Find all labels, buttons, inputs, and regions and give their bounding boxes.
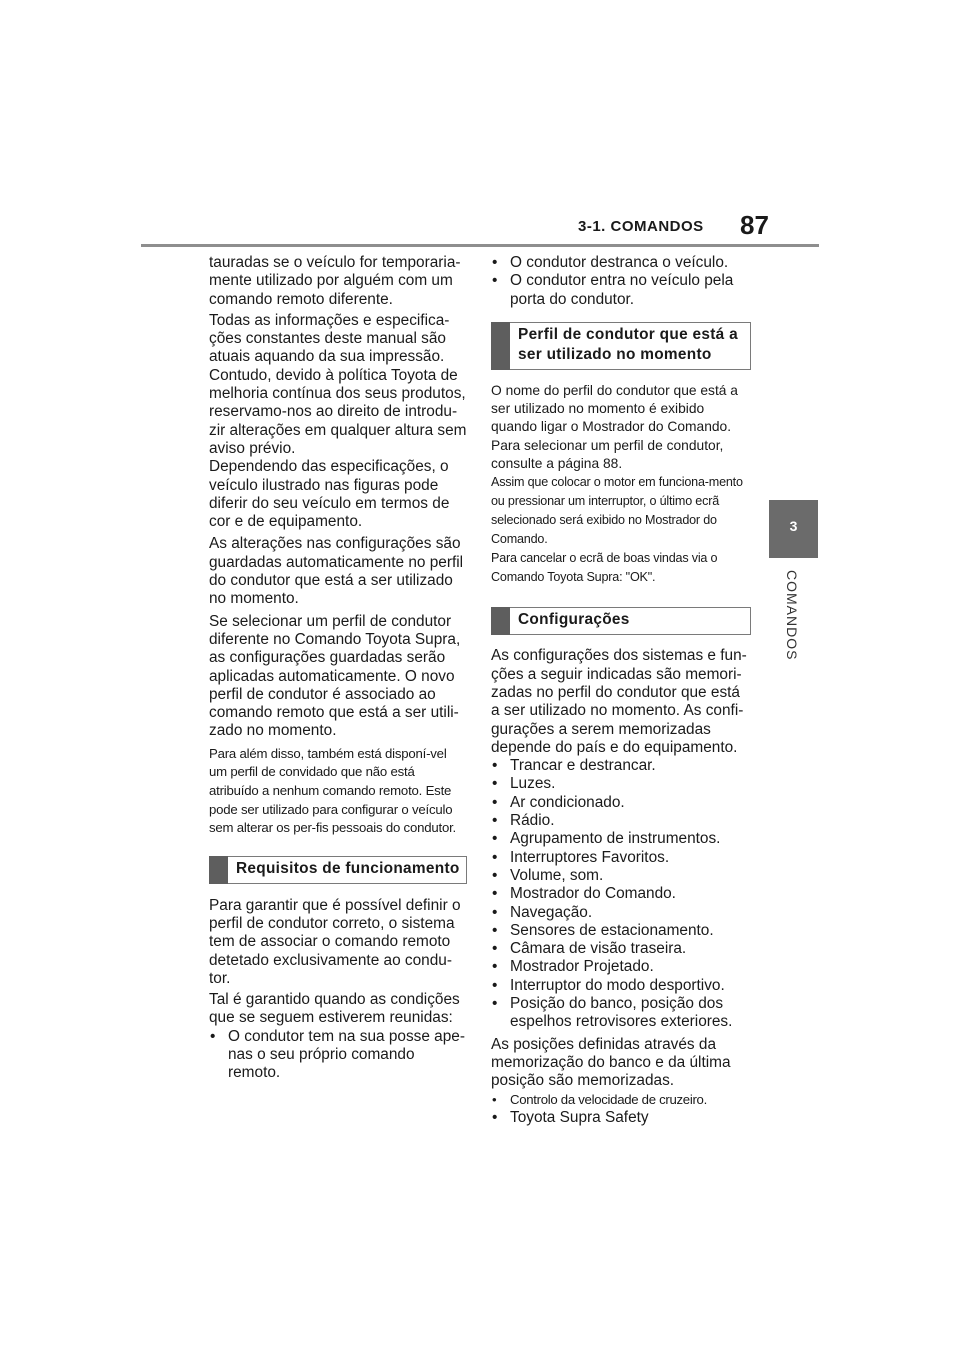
- list-item: • O condutor tem na sua posse ape-nas o seu próprio comando remoto.: [209, 1028, 467, 1083]
- list-item: • Controlo da velocidade de cruzeiro.: [491, 1091, 751, 1109]
- right-column: [491, 254, 751, 1130]
- settings-list: [491, 757, 751, 1031]
- section-label: 3-1. COMANDOS: [578, 218, 704, 235]
- paragraph: As alterações nas configurações são guardadas automaticamente no perfil do condutor que está a ser utilizado no momento.: [209, 535, 464, 608]
- chapter-tab[interactable]: 3: [769, 500, 818, 558]
- list-item: • Ar condicionado.: [491, 794, 751, 812]
- page-number: 87: [740, 210, 769, 240]
- paragraph: Tal é garantido quando as condições que se seguem estiverem reunidas:: [209, 991, 460, 1027]
- list-item: • O condutor entra no veículo pela porta do condutor.: [491, 272, 751, 309]
- paragraph: Para garantir que é possível definir o perfil de condutor correto, o sistema tem de associar o comando remoto detetado exclusivamente ao condu-tor.: [209, 896, 461, 987]
- heading-title: Requisitos de funcionamento: [236, 859, 460, 877]
- left-column: [209, 254, 467, 1086]
- paragraph: Para além disso, também está disponí-vel um perfil de convidado que não está atribuído a nenhum comando remoto. Este pode ser utilizado para configurar o veículo sem alterar os per-fis pessoais do condutor.: [209, 745, 457, 836]
- paragraph: Todas as informações e especifica-ções constantes deste manual são atuais aquando da sua impressão. Contudo, devido à política Toyota de melhoria contínua dos seus produtos, reservamo-nos ao direito de introdu-zir alterações em qualquer altura sem aviso prévio.: [209, 311, 467, 457]
- heading-bar: [209, 856, 228, 884]
- requirements-list: [209, 1028, 467, 1083]
- chapter-tab-label: COMANDOS: [784, 570, 800, 661]
- list-item: • Sensores de estacionamento.: [491, 922, 751, 940]
- paragraph: Para cancelar o ecrã de boas vindas via o Comando Toyota Supra: "OK".: [491, 551, 718, 585]
- list-item: • Interruptor do modo desportivo.: [491, 977, 751, 995]
- list-item: • Mostrador Projetado.: [491, 958, 751, 976]
- list-item: • Toyota Supra Safety: [491, 1109, 751, 1127]
- paragraph: As configurações dos sistemas e fun-ções a seguir indicadas são memori-zadas no perfil do condutor que está a ser utilizado no momento. As confi-gurações a serem memorizadas depende do país e do equipamento.: [491, 647, 747, 756]
- list-item: • Navegação.: [491, 904, 751, 922]
- paragraph: tauradas se o veículo for temporaria-mente utilizado por alguém com um comando remoto diferente.: [209, 254, 461, 308]
- heading-bar: [491, 607, 510, 635]
- paragraph: Se selecionar um perfil de condutor diferente no Comando Toyota Supra, as configurações guardadas serão aplicadas automaticamente. O novo perfil de condutor é associado ao comando remoto que está a ser utili-zado no momento.: [209, 612, 461, 740]
- list-item: • Rádio.: [491, 812, 751, 830]
- list-item: • Interruptores Favoritos.: [491, 849, 751, 867]
- paragraph: O nome do perfil do condutor que está a ser utilizado no momento é exibido quando ligar o Mostrador do Comando.: [491, 382, 738, 435]
- condition-list: [491, 254, 751, 309]
- paragraph: Para selecionar um perfil de condutor, consulte a página 88.: [491, 437, 724, 472]
- list-item: • Posição do banco, posição dos espelhos retrovisores exteriores.: [491, 995, 751, 1032]
- list-item: • Mostrador do Comando.: [491, 885, 751, 903]
- list-item: • Agrupamento de instrumentos.: [491, 830, 751, 848]
- list-item: • Luzes.: [491, 775, 751, 793]
- heading-title: Configurações: [518, 611, 630, 629]
- list-item: • O condutor destranca o veículo.: [491, 254, 751, 272]
- list-item: • Trancar e destrancar.: [491, 757, 751, 775]
- section-heading-requirements: [209, 856, 467, 884]
- paragraph: Assim que colocar o motor em funciona-mento ou pressionar um interruptor, o último ecrã selecionado será exibido no Mostrador do Comando.: [491, 475, 743, 547]
- header-rule: [141, 244, 819, 247]
- memorized-list: [491, 1091, 751, 1128]
- paragraph: As posições definidas através da memorização do banco e da última posição são memorizadas.: [491, 1035, 731, 1090]
- section-heading-settings: [491, 607, 751, 635]
- heading-bar: [491, 322, 510, 370]
- list-item: • Volume, som.: [491, 867, 751, 885]
- paragraph: Dependendo das especificações, o veículo ilustrado nas figuras pode diferir do seu veículo em termos de cor e de equipamento.: [209, 458, 450, 531]
- heading-title: Perfil de condutor que está a ser utilizado no momento: [518, 325, 738, 363]
- list-item: • Câmara de visão traseira.: [491, 940, 751, 958]
- section-heading-current-profile: [491, 322, 751, 370]
